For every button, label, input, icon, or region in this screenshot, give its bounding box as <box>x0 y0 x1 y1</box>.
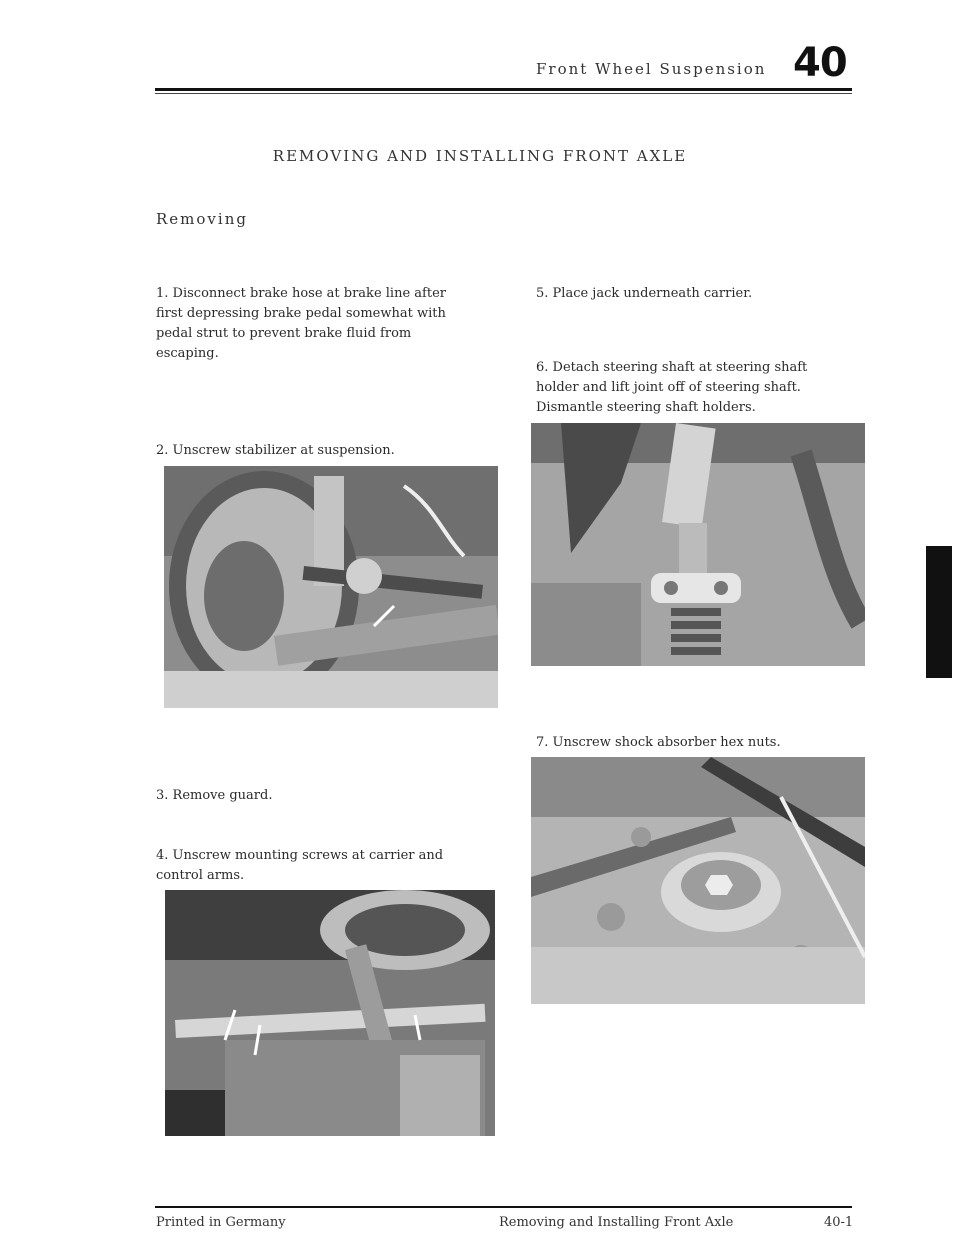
step-number: 1. <box>156 286 169 301</box>
header-rule-thin <box>155 93 852 94</box>
step-text: Detach steering shaft at steering shaft holder and lift joint off of steering shaft. Dismantle steering shaft holders. <box>536 360 808 415</box>
step-number: 5. <box>536 286 549 301</box>
step-7 <box>536 733 856 753</box>
step-6 <box>536 358 836 418</box>
subsection-heading: Removing <box>156 210 248 228</box>
page-number: 40-1 <box>824 1215 854 1230</box>
step-text: Unscrew shock absorber hex nuts. <box>552 735 781 750</box>
section-number: 40 <box>793 40 847 86</box>
step-4 <box>156 846 456 886</box>
step-3 <box>156 786 476 806</box>
step-text: Unscrew mounting screws at carrier and control arms. <box>156 848 444 883</box>
step-text: Place jack underneath carrier. <box>552 286 753 301</box>
header-rule <box>155 88 852 91</box>
photo-steering-shaft-holder <box>531 423 865 666</box>
step-1 <box>156 284 476 364</box>
step-number: 4. <box>156 848 169 863</box>
footer-chapter-title: Removing and Installing Front Axle <box>499 1215 734 1230</box>
footer-printed-in: Printed in Germany <box>156 1215 286 1230</box>
photo-shock-absorber-hex-nuts <box>531 757 865 1004</box>
step-number: 3. <box>156 788 169 803</box>
step-2 <box>156 441 476 461</box>
footer-rule <box>155 1206 852 1208</box>
step-number: 6. <box>536 360 549 375</box>
step-text: Unscrew stabilizer at suspension. <box>172 443 395 458</box>
page-title: REMOVING AND INSTALLING FRONT AXLE <box>272 147 688 165</box>
step-number: 2. <box>156 443 169 458</box>
section-title: Front Wheel Suspension <box>536 60 767 78</box>
step-text: Remove guard. <box>172 788 273 803</box>
step-number: 7. <box>536 735 549 750</box>
step-5 <box>536 284 856 304</box>
step-text: Disconnect brake hose at brake line after first depressing brake pedal somewhat with pedal strut to prevent brake fluid from escaping. <box>156 286 446 361</box>
photo-carrier-mounting-screws <box>165 890 495 1136</box>
section-tab-marker <box>926 546 952 678</box>
photo-stabilizer-at-suspension <box>164 466 498 708</box>
